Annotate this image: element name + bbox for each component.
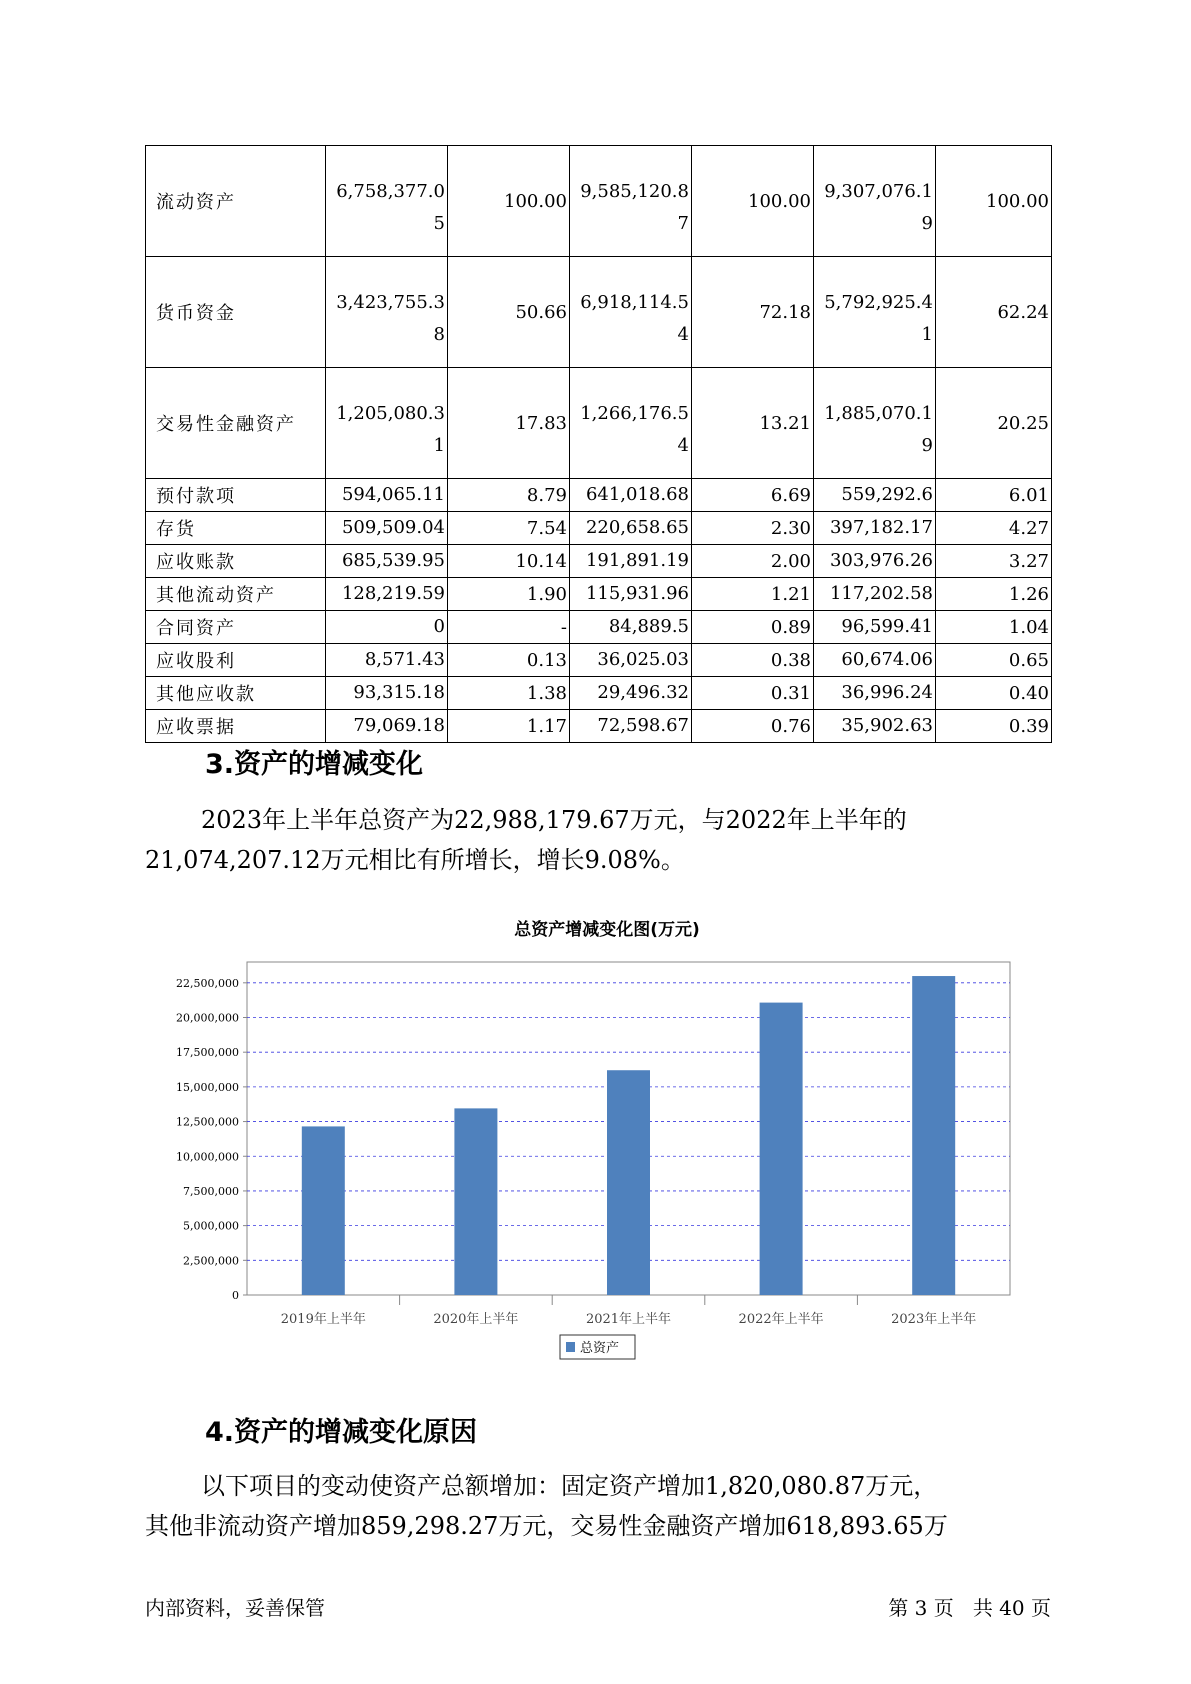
x-tick-label: 2023年上半年: [891, 1312, 977, 1327]
percent-cell: 0.39: [936, 710, 1052, 743]
value-cell: 35,902.63: [814, 710, 936, 743]
current-assets-table: [145, 145, 1052, 743]
value-cell: 641,018.68: [570, 479, 692, 512]
value-cell: 509,509.04: [326, 512, 448, 545]
percent-cell: 3.27: [936, 545, 1052, 578]
row-label: 存货: [146, 512, 326, 545]
percent-cell: 1.04: [936, 611, 1052, 644]
percent-cell: 0.65: [936, 644, 1052, 677]
row-label: 货币资金: [146, 257, 326, 368]
bar: [302, 1126, 345, 1295]
value-cell: 685,539.95: [326, 545, 448, 578]
footer-page-number: 第 3 页 共 40 页: [888, 1596, 1051, 1620]
value-cell: 1,266,176.54: [570, 368, 692, 479]
value-cell: 36,996.24: [814, 677, 936, 710]
row-label: 预付款项: [146, 479, 326, 512]
bar: [760, 1003, 803, 1295]
percent-cell: 1.26: [936, 578, 1052, 611]
value-cell: 60,674.06: [814, 644, 936, 677]
value-cell: 0: [326, 611, 448, 644]
section-4-paragraph: [145, 1466, 1055, 1546]
percent-cell: 1.17: [448, 710, 570, 743]
table-row: [146, 644, 1052, 677]
table-row: [146, 710, 1052, 743]
value-cell: 36,025.03: [570, 644, 692, 677]
percent-cell: 100.00: [448, 146, 570, 257]
y-tick-label: 0: [232, 1289, 239, 1302]
y-tick-label: 12,500,000: [176, 1115, 239, 1129]
percent-cell: 4.27: [936, 512, 1052, 545]
percent-cell: 72.18: [692, 257, 814, 368]
value-cell: 79,069.18: [326, 710, 448, 743]
value-cell: 93,315.18: [326, 677, 448, 710]
percent-cell: 13.21: [692, 368, 814, 479]
row-label: 应收票据: [146, 710, 326, 743]
row-label: 其他应收款: [146, 677, 326, 710]
value-cell: 6,758,377.05: [326, 146, 448, 257]
x-tick-label: 2021年上半年: [585, 1312, 672, 1327]
value-cell: 220,658.65: [570, 512, 692, 545]
y-tick-label: 10,000,000: [176, 1150, 239, 1164]
x-tick-label: 2020年上半年: [433, 1312, 519, 1327]
percent-cell: 0.31: [692, 677, 814, 710]
value-cell: 191,891.19: [570, 545, 692, 578]
percent-cell: 100.00: [936, 146, 1052, 257]
percent-cell: -: [448, 611, 570, 644]
percent-cell: 100.00: [692, 146, 814, 257]
percent-cell: 2.30: [692, 512, 814, 545]
percent-cell: 0.13: [448, 644, 570, 677]
table-row: [146, 545, 1052, 578]
table-row: [146, 368, 1052, 479]
section-4-heading: 4.资产的增减变化原因: [205, 1417, 478, 1448]
value-cell: 8,571.43: [326, 644, 448, 677]
table-row: [146, 257, 1052, 368]
section-4-line-1: 以下项目的变动使资产总额增加：固定资产增加1,820,080.87万元，: [201, 1472, 938, 1500]
percent-cell: 0.38: [692, 644, 814, 677]
section-3-heading: 3.资产的增减变化: [205, 749, 424, 780]
table-row: [146, 611, 1052, 644]
table-row: [146, 479, 1052, 512]
percent-cell: 2.00: [692, 545, 814, 578]
table-row: [146, 146, 1052, 257]
value-cell: 72,598.67: [570, 710, 692, 743]
table-row: [146, 677, 1052, 710]
total-assets-bar-chart: [145, 915, 1030, 1375]
row-label: 应收账款: [146, 545, 326, 578]
x-tick-label: 2022年上半年: [738, 1312, 824, 1327]
percent-cell: 20.25: [936, 368, 1052, 479]
value-cell: 5,792,925.41: [814, 257, 936, 368]
bar: [912, 976, 955, 1295]
value-cell: 303,976.26: [814, 545, 936, 578]
section-4-line-2: 其他非流动资产增加859,298.27万元，交易性金融资产增加618,893.65万: [145, 1512, 948, 1540]
value-cell: 84,889.5: [570, 611, 692, 644]
percent-cell: 0.89: [692, 611, 814, 644]
percent-cell: 0.76: [692, 710, 814, 743]
x-tick-label: 2019年上半年: [280, 1312, 366, 1327]
percent-cell: 8.79: [448, 479, 570, 512]
table-row: [146, 512, 1052, 545]
legend-label: 总资产: [580, 1341, 620, 1356]
y-tick-label: 22,500,000: [176, 976, 239, 990]
percent-cell: 7.54: [448, 512, 570, 545]
row-label: 交易性金融资产: [146, 368, 326, 479]
value-cell: 96,599.41: [814, 611, 936, 644]
percent-cell: 0.40: [936, 677, 1052, 710]
percent-cell: 62.24: [936, 257, 1052, 368]
y-tick-label: 5,000,000: [183, 1219, 239, 1233]
section-3-paragraph: [145, 800, 1055, 880]
percent-cell: 17.83: [448, 368, 570, 479]
percent-cell: 6.01: [936, 479, 1052, 512]
bar: [454, 1108, 497, 1295]
percent-cell: 6.69: [692, 479, 814, 512]
row-label: 流动资产: [146, 146, 326, 257]
percent-cell: 50.66: [448, 257, 570, 368]
section-3-line-2: 21,074,207.12万元相比有所增长，增长9.08%。: [145, 846, 685, 874]
footer-confidential-note: 内部资料，妥善保管: [145, 1596, 325, 1620]
value-cell: 1,885,070.19: [814, 368, 936, 479]
value-cell: 6,918,114.54: [570, 257, 692, 368]
y-tick-label: 7,500,000: [183, 1184, 239, 1198]
legend-swatch: [566, 1342, 575, 1352]
row-label: 其他流动资产: [146, 578, 326, 611]
value-cell: 594,065.11: [326, 479, 448, 512]
row-label: 应收股利: [146, 644, 326, 677]
value-cell: 9,307,076.19: [814, 146, 936, 257]
value-cell: 128,219.59: [326, 578, 448, 611]
bar: [607, 1070, 650, 1295]
percent-cell: 1.90: [448, 578, 570, 611]
percent-cell: 1.38: [448, 677, 570, 710]
y-tick-label: 15,000,000: [176, 1080, 239, 1094]
row-label: 合同资产: [146, 611, 326, 644]
value-cell: 1,205,080.31: [326, 368, 448, 479]
value-cell: 115,931.96: [570, 578, 692, 611]
section-3-line-1: 2023年上半年总资产为22,988,179.67万元，与2022年上半年的: [201, 806, 907, 834]
value-cell: 29,496.32: [570, 677, 692, 710]
value-cell: 559,292.6: [814, 479, 936, 512]
percent-cell: 10.14: [448, 545, 570, 578]
y-tick-label: 2,500,000: [183, 1254, 239, 1268]
value-cell: 3,423,755.38: [326, 257, 448, 368]
chart-title: 总资产增减变化图(万元): [514, 920, 700, 940]
y-tick-label: 17,500,000: [176, 1046, 239, 1060]
value-cell: 117,202.58: [814, 578, 936, 611]
value-cell: 9,585,120.87: [570, 146, 692, 257]
value-cell: 397,182.17: [814, 512, 936, 545]
y-tick-label: 20,000,000: [176, 1011, 239, 1025]
percent-cell: 1.21: [692, 578, 814, 611]
table-row: [146, 578, 1052, 611]
